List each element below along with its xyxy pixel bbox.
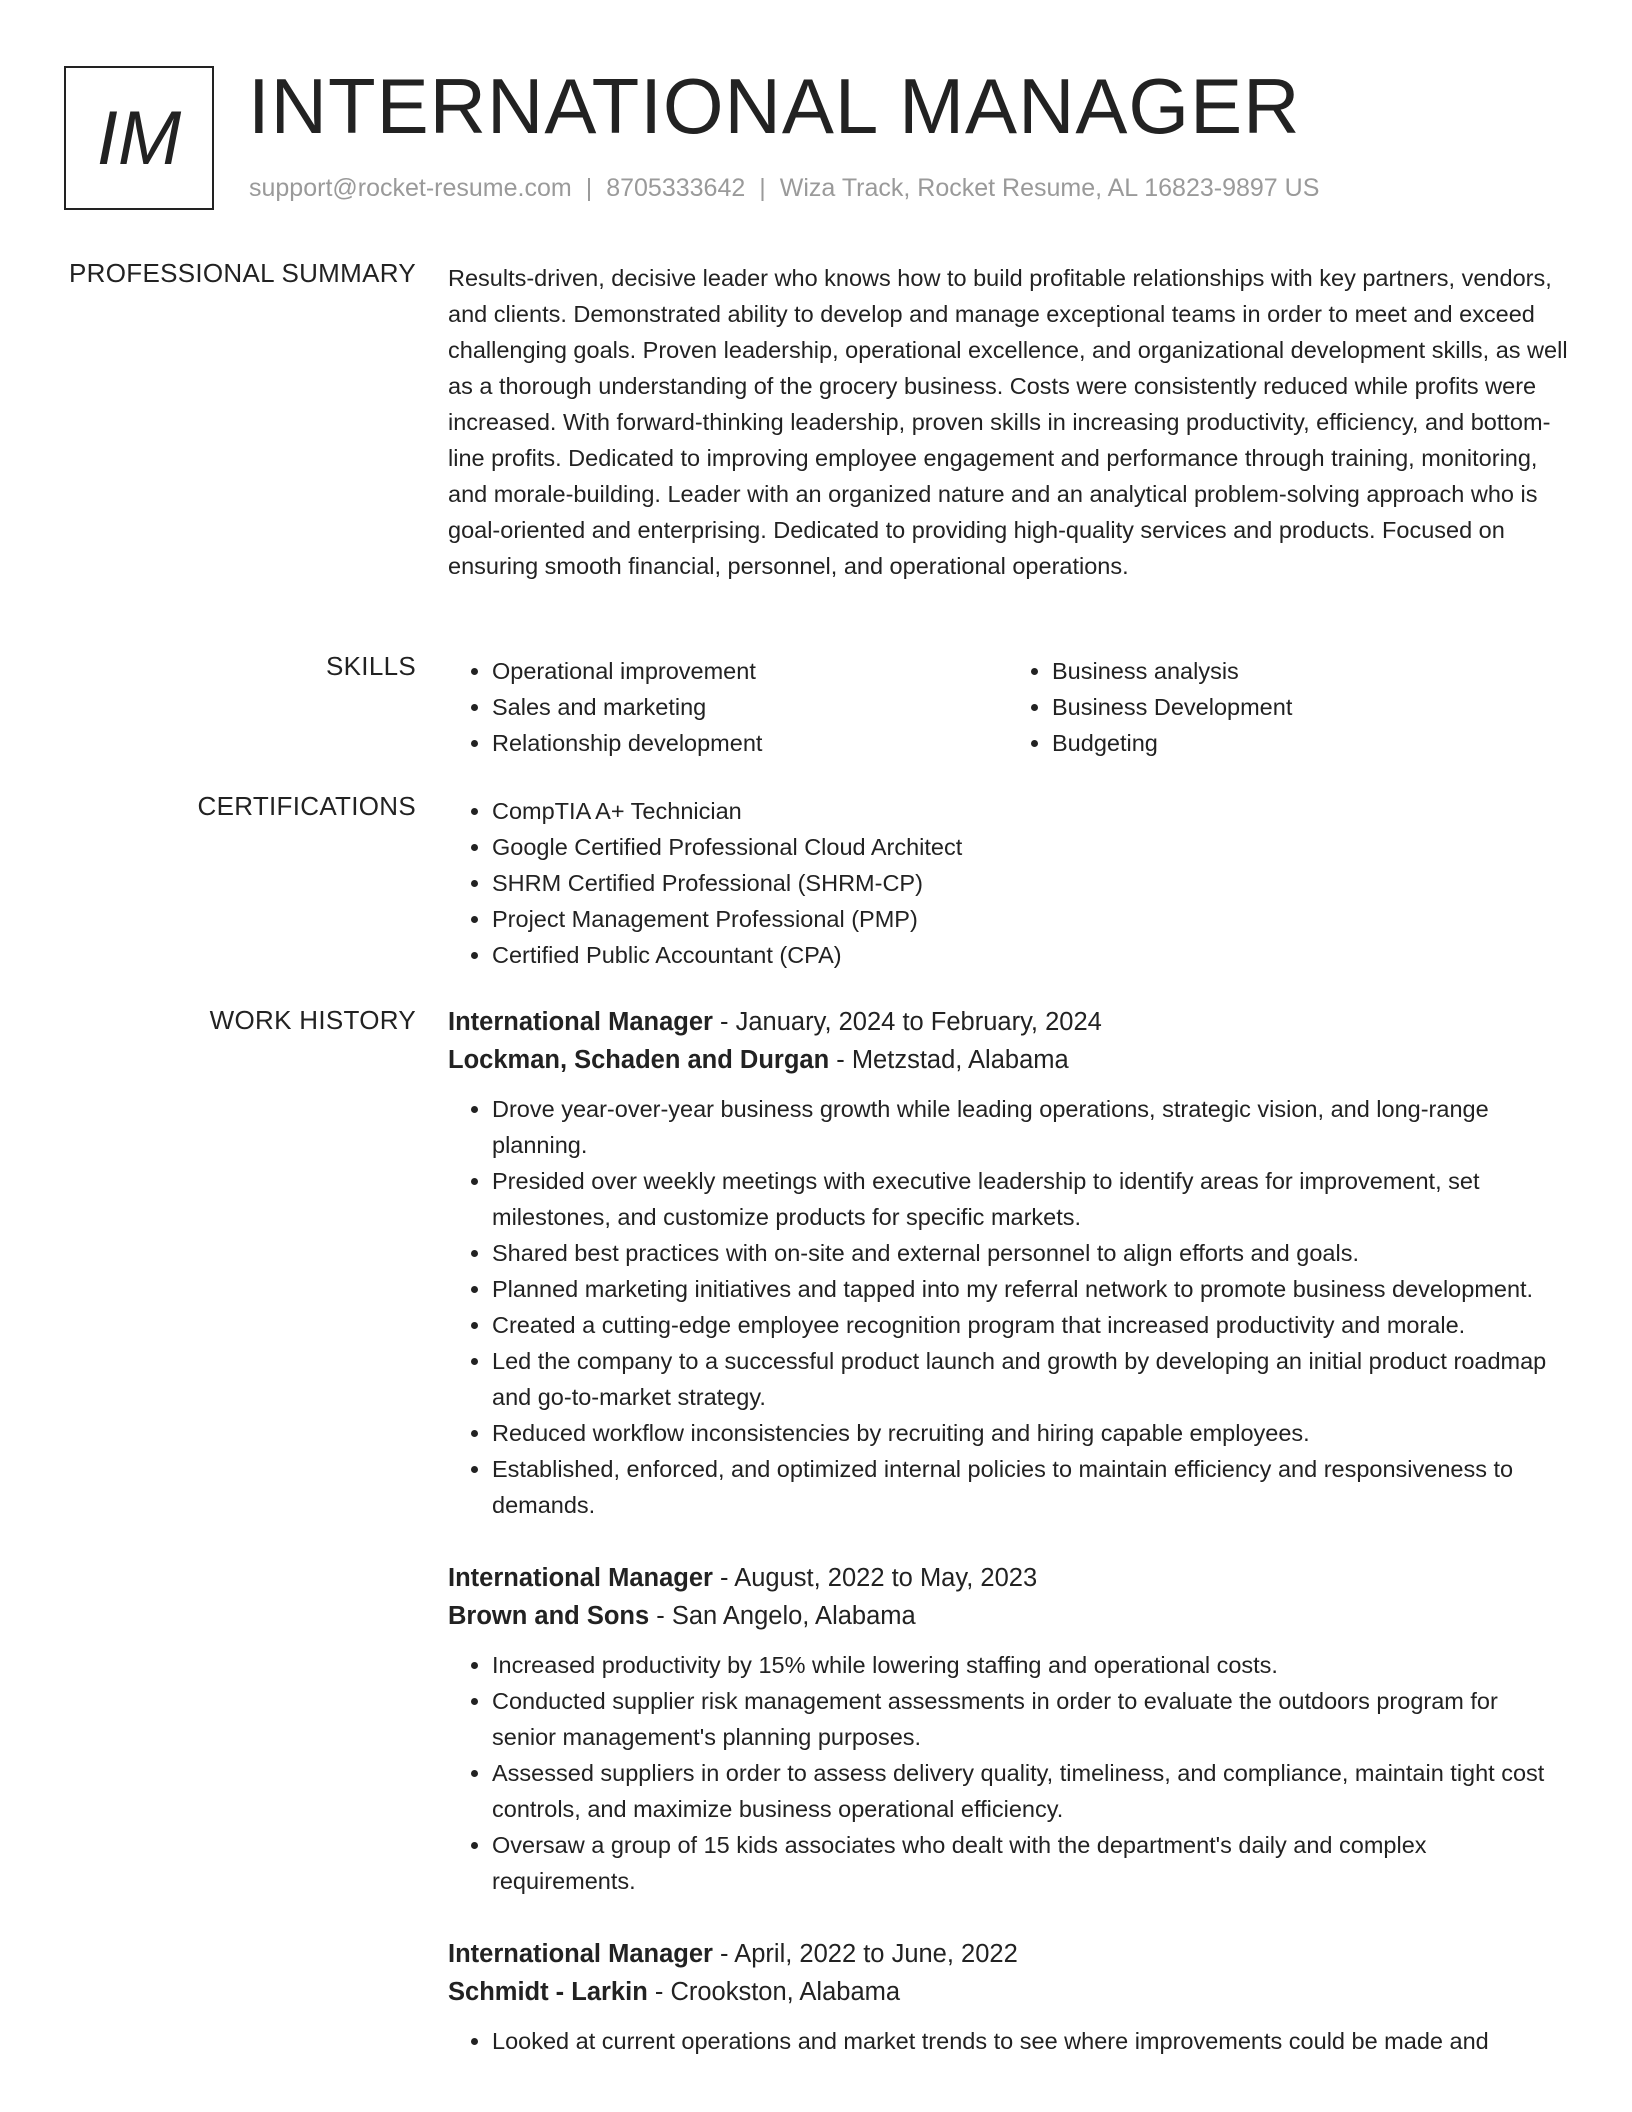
job-bullet: • Established, enforced, and optimized internal policies to maintain efficiency and responsiveness to demands. [492, 1451, 1568, 1523]
job-bullet: • Presided over weekly meetings with executive leadership to identify areas for improvement, set milestones, and customize products for specific markets. [492, 1163, 1568, 1235]
skills-column-2 [1008, 653, 1568, 761]
summary-text: Results-driven, decisive leader who knows how to build profitable relationships with key partners, vendors, and clients. Demonstrated ability to develop and manage exceptional teams in order to meet and exceed challenging goals. Proven leadership, operational excellence, and organizational development skills, as well as a thorough understanding of the grocery business. Costs were consistently reduced while profits were increased. With forward-thinking leadership, proven skills in increasing productivity, efficiency, and bottom-line profits. Dedicated to improving employee engagement and performance through training, monitoring, and morale-building. Leader with an organized nature and an analytical problem-solving approach who is goal-oriented and enterprising. Dedicated to providing high-quality services and products. Focused on ensuring smooth financial, personnel, and operational operations. [448, 265, 1568, 579]
contact-line [249, 174, 1319, 203]
certifications-body [448, 793, 1568, 973]
job-bullets [448, 1647, 1568, 1899]
job-location: - Metzstad, Alabama [829, 1046, 1069, 1074]
job-entry [448, 1003, 1568, 1523]
job-bullet: • Drove year-over-year business growth while leading operations, strategic vision, and long-range planning. [492, 1091, 1568, 1163]
skill-item: • Business analysis [1052, 653, 1568, 689]
contact-email[interactable]: support@rocket-resume.com [249, 174, 572, 202]
monogram-logo: IM [64, 66, 214, 210]
resume-header [64, 64, 1584, 214]
job-bullet: • Assessed suppliers in order to assess delivery quality, timeliness, and compliance, maintain tight cost controls, and maximize business operational efficiency. [492, 1755, 1568, 1827]
skill-item: • Operational improvement [492, 653, 1008, 689]
certifications-heading: CERTIFICATIONS [197, 791, 416, 821]
contact-address: Wiza Track, Rocket Resume, AL 16823-9897 US [779, 174, 1320, 202]
skill-item: • Business Development [1052, 689, 1568, 725]
job-company-line [448, 1973, 1568, 2011]
job-bullet: • Looked at current operations and market trends to see where improvements could be made and [492, 2023, 1568, 2059]
job-title: International Manager [448, 1940, 713, 1968]
job-company: Schmidt - Larkin [448, 1978, 648, 2006]
certifications-list [448, 793, 1568, 973]
job-bullet: • Oversaw a group of 15 kids associates who dealt with the department's daily and complex requirements. [492, 1827, 1568, 1899]
job-title: International Manager [448, 1564, 713, 1592]
job-company-line [448, 1041, 1568, 1079]
job-dates: - January, 2024 to February, 2024 [712, 1008, 1102, 1036]
certification-item: • Certified Public Accountant (CPA) [492, 937, 1568, 973]
job-bullet: • Shared best practices with on-site and external personnel to align efforts and goals. [492, 1235, 1568, 1271]
certification-item: • CompTIA A+ Technician [492, 793, 1568, 829]
skill-item: • Sales and marketing [492, 689, 1008, 725]
job-title: International Manager [448, 1008, 713, 1036]
work-history-body [448, 1003, 1568, 2095]
job-title-line [448, 1935, 1568, 1973]
job-dates: - April, 2022 to June, 2022 [712, 1940, 1018, 1968]
job-company-line [448, 1597, 1568, 1635]
job-company: Brown and Sons [448, 1602, 650, 1630]
job-bullet: • Increased productivity by 15% while lowering staffing and operational costs. [492, 1647, 1568, 1683]
contact-separator: | [585, 174, 593, 202]
skills-grid [448, 653, 1568, 761]
job-dates: - August, 2022 to May, 2023 [712, 1564, 1038, 1592]
skills-body [448, 653, 1568, 761]
job-bullets [448, 2023, 1568, 2059]
job-bullet: • Created a cutting-edge employee recognition program that increased productivity and morale. [492, 1307, 1568, 1343]
skills-heading: SKILLS [326, 651, 416, 681]
job-entry [448, 1935, 1568, 2059]
job-bullet: • Led the company to a successful product launch and growth by developing an initial product roadmap and go-to-market strategy. [492, 1343, 1568, 1415]
job-location: - San Angelo, Alabama [649, 1602, 916, 1630]
job-bullet: • Conducted supplier risk management assessments in order to evaluate the outdoors program for senior management's planning purposes. [492, 1683, 1568, 1755]
work-history-heading: WORK HISTORY [209, 1005, 416, 1035]
job-bullet: • Planned marketing initiatives and tapped into my referral network to promote business development. [492, 1271, 1568, 1307]
summary-heading: PROFESSIONAL SUMMARY [69, 258, 416, 288]
contact-separator: | [759, 174, 766, 202]
certification-item: • Project Management Professional (PMP) [492, 901, 1568, 937]
job-title-line [448, 1003, 1568, 1041]
skills-column-1 [448, 653, 1008, 761]
job-bullets [448, 1091, 1568, 1523]
certification-item: • SHRM Certified Professional (SHRM-CP) [492, 865, 1568, 901]
candidate-name: INTERNATIONAL MANAGER [248, 62, 1301, 150]
certification-item: • Google Certified Professional Cloud Architect [492, 829, 1568, 865]
skill-item: • Relationship development [492, 725, 1008, 761]
contact-phone[interactable]: 8705333642 [606, 174, 746, 202]
job-company: Lockman, Schaden and Durgan [448, 1046, 830, 1074]
job-entry [448, 1559, 1568, 1899]
job-location: - Crookston, Alabama [647, 1978, 901, 2006]
skill-item: • Budgeting [1052, 725, 1568, 761]
job-title-line [448, 1559, 1568, 1597]
job-bullet: • Reduced workflow inconsistencies by recruiting and hiring capable employees. [492, 1415, 1568, 1451]
